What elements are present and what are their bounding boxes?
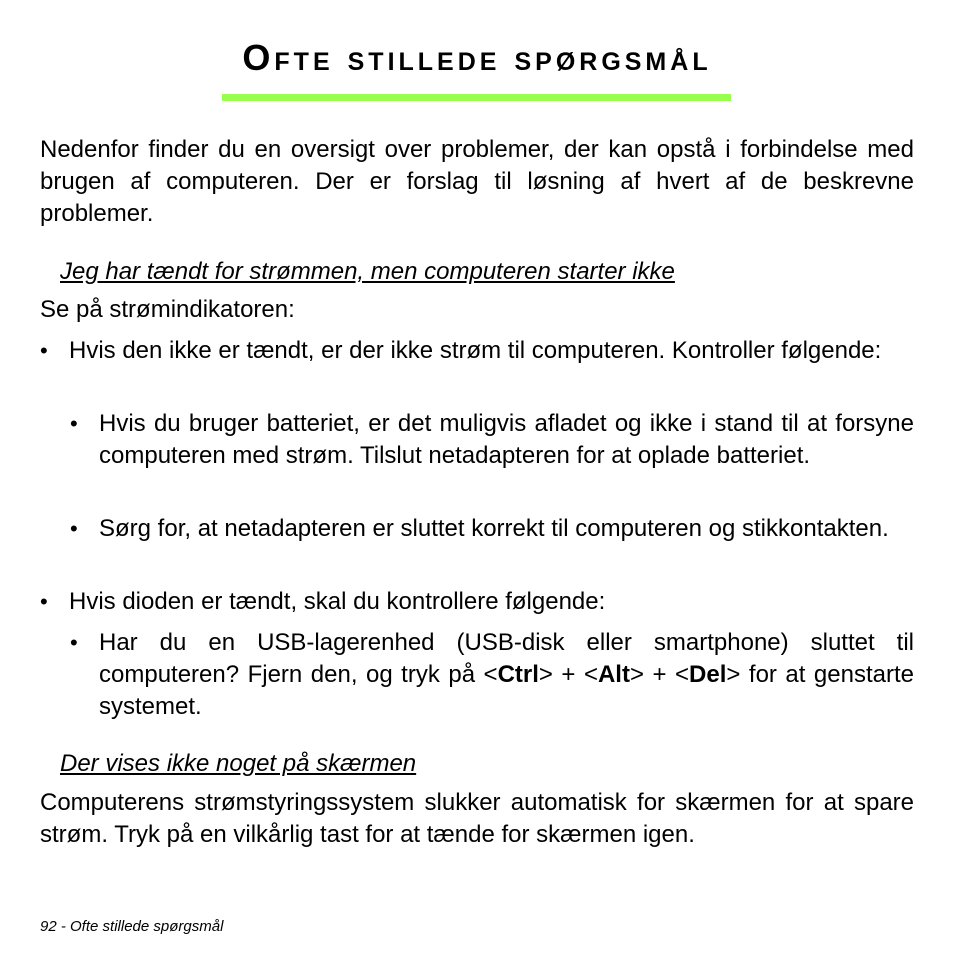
bullet-diode-on: Hvis dioden er tændt, skal du kontrollere følgende: [69,588,606,615]
sub-bullet-usb-restart [99,627,914,723]
section-heading-power: Jeg har tændt for strømmen, men computeren starter ikke [60,258,675,285]
sub-bullet-adapter: Sørg for, at netadapteren er sluttet korrekt til computeren og stikkontakten. [99,515,889,542]
bullet-marker: • [40,589,48,614]
bullet-marker: • [40,338,48,363]
page-title: Ofte stillede spørgsmål [242,37,712,78]
page-footer: 92 - Ofte stillede spørgsmål [40,918,224,935]
bullet-marker: • [70,411,78,436]
intro-paragraph: Nedenfor finder du en oversigt over problemer, der kan opstå i forbindelse med brugen af computeren. Der er forslag til løsning af hvert af de beskrevne problemer. [40,136,914,227]
sub-bullet-battery: Hvis du bruger batteriet, er det muligvis afladet og ikke i stand til at forsyne computeren med strøm. Tilslut netadapteren for at oplade batteriet. [99,410,914,469]
usb-text-1: Har du en USB-lagerenhed (USB-disk eller smartphone) sluttet til computeren? Fjern den, og tryk på < [99,629,914,688]
bullet-marker: • [70,516,78,541]
key-del: Del [689,661,727,688]
key-ctrl: Ctrl [497,661,539,688]
bullet-marker: • [70,630,78,655]
key-alt: Alt [597,661,630,688]
section-heading-screen: Der vises ikke noget på skærmen [60,750,417,777]
usb-text-3: > + < [629,661,690,688]
power-indicator-lead: Se på strømindikatoren: [40,296,295,323]
bullet-no-power: Hvis den ikke er tændt, er der ikke strøm til computeren. Kontroller følgende: [69,337,882,364]
screen-paragraph: Computerens strømstyringssystem slukker automatisk for skærmen for at spare strøm. Tryk på en vilkårlig tast for at tænde for skærmen igen. [40,789,914,848]
usb-text-2: > + < [538,661,598,688]
usb-text-4: > for at genstarte systemet. [99,661,915,720]
title-underline-rule [222,94,731,101]
